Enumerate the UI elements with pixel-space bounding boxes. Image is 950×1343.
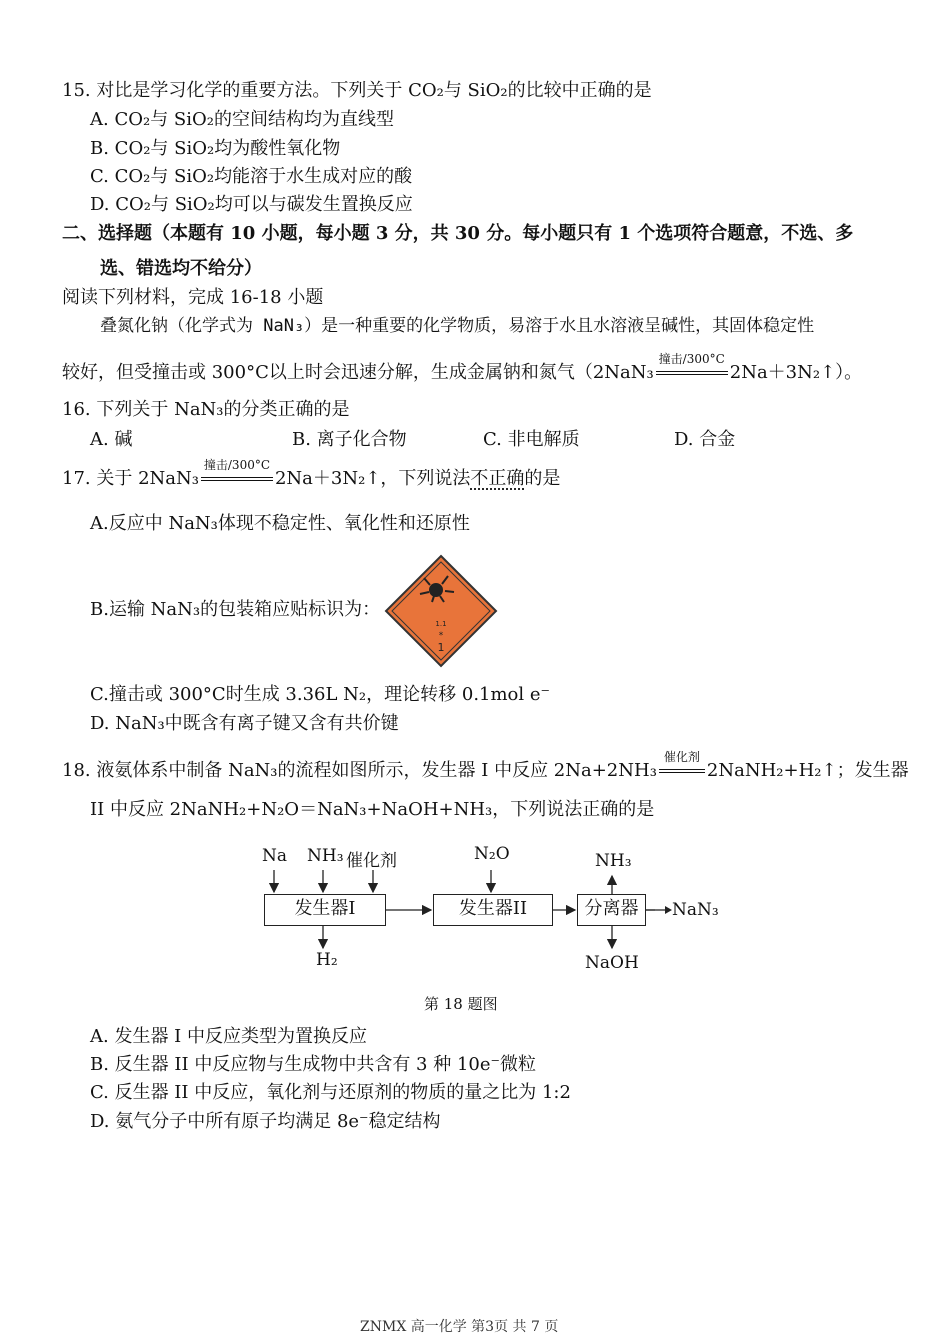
q18-option-c: C. 反生器 II 中反应，氧化剂与还原剂的物质的量之比为 1:2 <box>90 1082 571 1103</box>
material-paragraph-1: 叠氮化钠（化学式为 NaN₃）是一种重要的化学物质，易溶于水且水溶液呈碱性，其固体稳定性 <box>100 316 815 336</box>
q15-option-b: B. CO₂与 SiO₂均为酸性氧化物 <box>90 138 341 159</box>
q16-option-a: A. 碱 <box>90 429 133 450</box>
arrow-to-nan3-icon <box>645 904 673 916</box>
q16-option-b: B. 离子化合物 <box>292 429 407 450</box>
input-nh3-label: NH₃ <box>307 846 344 866</box>
sign-star: * <box>438 631 444 641</box>
reaction-condition <box>654 352 730 386</box>
q15-stem: 15. 对比是学习化学的重要方法。下列关于 CO₂与 SiO₂的比较中正确的是 <box>62 80 652 101</box>
q18-stem-line2: II 中反应 2NaNH₂+N₂O＝NaN₃+NaOH+NH₃，下列说法正确的是 <box>90 799 655 820</box>
section-2-heading: 二、选择题（本题有 10 小题，每小题 3 分，共 30 分。每小题只有 1 个选项符合题意，不选、多 <box>62 223 854 244</box>
q17-option-d: D. NaN₃中既含有离子键又含有共价键 <box>90 713 399 734</box>
diagram-arrows <box>255 868 655 998</box>
sign-division: 1.1 <box>435 620 447 628</box>
q15-option-a: A. CO₂与 SiO₂的空间结构均为直线型 <box>90 109 394 130</box>
q17-option-a: A.反应中 NaN₃体现不稳定性、氧化性和还原性 <box>90 513 470 534</box>
input-na-label: Na <box>262 846 288 866</box>
input-catalyst-label: 催化剂 <box>346 851 397 871</box>
q17-reaction-condition <box>199 458 275 492</box>
q18-stem-line1 <box>62 750 909 784</box>
generator-1-box: 发生器I <box>264 894 386 926</box>
q18-stem-end: 2NaNH₂+H₂↑；发生器 <box>706 760 909 781</box>
q16-option-d: D. 合金 <box>674 429 736 450</box>
output-naoh-label: NaOH <box>585 953 639 973</box>
generator-2-box: 发生器II <box>433 894 553 926</box>
material-p2-start: 较好，但受撞击或 300°C以上时会迅速分解，生成金属钠和氮气（2NaN₃ <box>62 362 654 383</box>
input-n2o-label: N₂O <box>474 844 510 864</box>
q17-stem-emphasis: 不正确 <box>470 468 525 489</box>
q18-condition-label: 催化剂 <box>663 750 700 764</box>
q15-option-d: D. CO₂与 SiO₂均可以与碳发生置换反应 <box>90 194 413 215</box>
separator-box: 分离器 <box>577 894 646 926</box>
q16-stem: 16. 下列关于 NaN₃的分类正确的是 <box>62 399 350 420</box>
q17-stem-end: 的是 <box>524 468 561 489</box>
page-footer: ZNMX 高一化学 第3页 共 7 页 <box>360 1319 559 1335</box>
q18-option-a: A. 发生器 I 中反应类型为置换反应 <box>90 1026 367 1047</box>
q16-option-c: C. 非电解质 <box>483 429 580 450</box>
output-h2-label: H₂ <box>316 950 338 970</box>
figure-caption: 第 18 题图 <box>424 995 498 1013</box>
q18-option-b: B. 反生器 II 中反应物与生成物中共含有 3 种 10e⁻微粒 <box>90 1054 537 1075</box>
q17-stem-start: 17. 关于 2NaN₃ <box>62 468 199 489</box>
material-p2-end: 2Na＋3N₂↑）。 <box>729 362 863 383</box>
condition-label: 撞击/300°C <box>658 352 725 366</box>
q17-stem <box>62 458 561 492</box>
q15-option-c: C. CO₂与 SiO₂均能溶于水生成对应的酸 <box>90 166 413 187</box>
material-paragraph-2 <box>62 352 863 386</box>
q17-option-b: B.运输 NaN₃的包装箱应贴标识为： <box>90 599 381 620</box>
q18-stem-start: 18. 液氨体系中制备 NaN₃的流程如图所示，发生器 I 中反应 2Na+2NH₃ <box>62 760 657 781</box>
q18-reaction-condition <box>657 750 707 784</box>
output-nh3-label: NH₃ <box>595 851 632 871</box>
q17-option-c: C.撞击或 300°C时生成 3.36L N₂，理论转移 0.1mol e⁻ <box>90 684 551 705</box>
q17-stem-mid: 2Na＋3N₂↑，下列说法 <box>274 468 471 489</box>
sign-class-number: 1 <box>437 641 445 654</box>
q17-condition-label: 撞击/300°C <box>203 458 271 472</box>
q18-option-d: D. 氨气分子中所有原子均满足 8e⁻稳定结构 <box>90 1111 441 1132</box>
output-nan3-label: NaN₃ <box>672 900 719 920</box>
material-intro: 阅读下列材料，完成 16-18 小题 <box>62 287 324 308</box>
explosive-hazard-sign-icon <box>384 554 498 668</box>
section-2-heading-cont: 选、错选均不给分） <box>100 258 262 279</box>
